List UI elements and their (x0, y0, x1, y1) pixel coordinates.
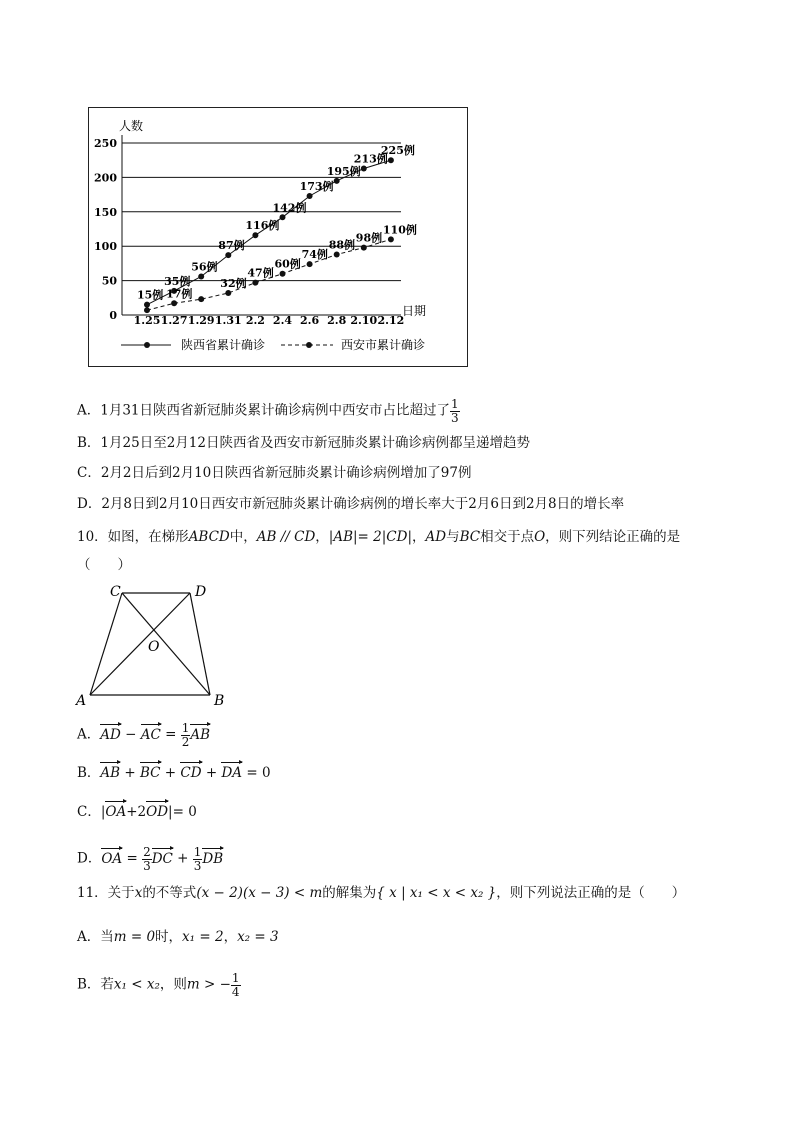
text: B．若 (77, 976, 114, 993)
label-a: A (76, 693, 87, 709)
label-c: C (110, 584, 121, 600)
data-label: 87例 (218, 239, 245, 253)
data-point (144, 302, 150, 308)
q11-stem-b: 的不等式 (142, 885, 197, 901)
op: + (172, 850, 193, 867)
q10-parallel: AB // CD (256, 529, 316, 545)
op: +2 (126, 804, 147, 820)
q10-stem-b: 中， (229, 529, 257, 545)
x-tick-label: 2.4 (272, 314, 293, 327)
q9-option-a-fraction (450, 398, 460, 424)
data-label: 17例 (166, 287, 193, 301)
q10-stem-f: ，则下列结论正确的是 (545, 529, 681, 545)
x-tick-label: 2.12 (377, 314, 405, 327)
data-point (144, 307, 150, 313)
q11-inequality: (x − 2)(x − 3) < m (196, 885, 323, 901)
math: x₁ = 2 (182, 929, 224, 945)
q11-stem (77, 887, 685, 901)
data-label: 142例 (272, 201, 307, 215)
data-point (252, 232, 258, 238)
x-tick-label: 1.31 (214, 314, 242, 327)
x-tick-label: 2.6 (300, 314, 320, 327)
data-point (307, 193, 313, 199)
data-label: 225例 (380, 144, 415, 158)
frac-den: 3 (193, 858, 202, 873)
q11-option-a (77, 931, 279, 945)
data-label: 56例 (191, 260, 218, 274)
q10-bc: BC (459, 529, 481, 545)
x-tick-label: 1.27 (160, 314, 188, 327)
q11-stem-d: ，则下列说法正确的是（ ） (496, 885, 686, 901)
data-label: 195例 (326, 164, 361, 178)
side-db (190, 593, 210, 695)
frac-num: 1 (231, 971, 240, 985)
data-point (198, 296, 204, 302)
data-point (361, 245, 367, 251)
data-label: 116例 (245, 219, 280, 233)
frac-den: 4 (231, 984, 240, 999)
q9-option-a-text: A．1月31日陕西省新冠肺炎累计确诊病例中西安市占比超过了 (77, 402, 451, 419)
q10-stem-a: 10．如图，在梯形 (77, 529, 189, 545)
data-point (171, 300, 177, 306)
q9-option-c: C．2月2日后到2月10日陕西省新冠肺炎累计确诊病例增加了97例 (77, 465, 472, 481)
q11-option-b (77, 972, 241, 998)
q11-solution-set: { x | x₁ < x < x₂ } (376, 885, 497, 901)
x-tick-label: 1.25 (133, 314, 161, 327)
data-label: 15例 (137, 288, 164, 302)
vector-ab: AB (100, 765, 121, 781)
vector-oa: OA (105, 804, 127, 820)
fraction (231, 972, 241, 998)
math: m > − (186, 976, 231, 993)
vector-od: OD (146, 804, 169, 820)
q10-stem (77, 531, 680, 545)
math: x₁ < x₂ (113, 976, 160, 993)
label-o: O (148, 639, 160, 655)
data-point (388, 236, 394, 242)
y-tick-label: 200 (94, 171, 117, 185)
q10-o: O (534, 529, 546, 545)
y-tick-label: 250 (94, 137, 117, 150)
x-axis-label: 日期 (402, 304, 427, 318)
q10-option-a (77, 722, 210, 748)
data-point (334, 178, 340, 184)
q10-stem-e: 相交于点 (480, 529, 535, 545)
data-point (361, 165, 367, 171)
data-label: 47例 (247, 266, 274, 280)
vector-da: DA (221, 765, 243, 781)
q10-option-c (77, 806, 197, 820)
frac-den: 2 (181, 734, 190, 749)
data-label: 32例 (220, 276, 247, 290)
data-point (198, 273, 204, 279)
vector-ac: AC (140, 726, 161, 743)
q9-option-a (77, 398, 460, 424)
label-b: B (214, 693, 225, 709)
vector-ab: AB (190, 726, 211, 743)
q10-option-b (77, 767, 271, 781)
q10-answer-paren: （ ） (77, 557, 131, 573)
q10-stem-c: ， (412, 529, 426, 545)
y-tick-label: 100 (94, 240, 117, 254)
data-point (388, 157, 394, 163)
legend-label: 陕西省累计确诊 (181, 338, 266, 352)
covid-chart-frame (88, 107, 468, 367)
opt-label: C． (77, 804, 101, 820)
frac-den: 3 (143, 858, 151, 873)
legend-label: 西安市累计确诊 (341, 338, 426, 352)
diag-bc (122, 593, 210, 695)
frac-num: 2 (143, 845, 151, 859)
data-label: 110例 (382, 223, 417, 237)
data-point (225, 252, 231, 258)
text: ， (223, 929, 238, 945)
vector-bc: BC (140, 765, 161, 781)
q10-option-d (77, 846, 223, 872)
data-label: 88例 (328, 238, 356, 252)
opt-label: A． (77, 726, 101, 743)
vector-oa: OA (101, 850, 123, 867)
trapezoid-figure (72, 580, 242, 710)
q10-ad: AD (425, 529, 447, 545)
text: 时， (155, 929, 183, 945)
diag-ad (90, 593, 190, 695)
vector-db: DB (202, 850, 224, 867)
vector-ad: AD (100, 726, 121, 743)
op: = 0 (242, 765, 271, 781)
op: |= 0 (168, 804, 197, 820)
frac-den: 3 (451, 410, 459, 425)
opt-label: D． (77, 850, 102, 867)
y-tick-label: 150 (94, 205, 117, 219)
op: + (160, 765, 181, 781)
data-label: 98例 (355, 231, 383, 245)
q10-sep: ， (315, 529, 329, 545)
vector-dc: DC (151, 850, 173, 867)
x-tick-label: 1.29 (187, 314, 215, 327)
op: + (201, 765, 222, 781)
data-point (225, 290, 231, 296)
op: + (120, 765, 140, 781)
label-d: D (195, 584, 207, 600)
y-tick-label: 0 (109, 309, 117, 322)
op: − (120, 726, 141, 743)
data-label: 173例 (299, 179, 334, 193)
data-label: 213例 (353, 152, 388, 166)
covid-line-chart (89, 108, 469, 368)
data-point (334, 251, 340, 257)
data-label: 60例 (274, 257, 301, 271)
legend-marker (144, 342, 150, 348)
q9-option-b: B．1月25日至2月12日陕西省及西安市新冠肺炎累计确诊病例都呈递增趋势 (77, 435, 530, 451)
fraction (193, 846, 203, 872)
q10-abcd: ABCD (188, 529, 230, 545)
y-tick-label: 50 (101, 274, 117, 288)
q9-option-d: D．2月8日到2月10日西安市新冠肺炎累计确诊病例的增长率大于2月6日到2月8日的增长率 (77, 496, 625, 512)
opt-label: B． (77, 765, 101, 781)
frac-num: 1 (451, 397, 459, 411)
op: = (160, 726, 181, 743)
x-tick-label: 2.10 (350, 314, 378, 327)
frac-num: 1 (181, 721, 190, 735)
q11-stem-a: 11．关于 (77, 885, 135, 901)
q11-x: x (134, 885, 143, 901)
q10-abs: |AB|= 2|CD| (328, 529, 412, 545)
text: ，则 (159, 976, 187, 993)
data-point (280, 214, 286, 220)
q10-stem-d: 与 (446, 529, 460, 545)
op: = (122, 850, 143, 867)
data-label: 35例 (164, 274, 191, 288)
x-tick-label: 2.8 (327, 314, 347, 327)
frac-num: 1 (193, 845, 202, 859)
text: A．当 (77, 929, 114, 945)
vector-cd: CD (180, 765, 202, 781)
q11-stem-c: 的解集为 (322, 885, 377, 901)
side-ac (90, 593, 122, 695)
math: m = 0 (113, 929, 156, 945)
math: x₂ = 3 (237, 929, 279, 945)
data-point (280, 271, 286, 277)
data-point (252, 280, 258, 286)
legend-marker (306, 342, 312, 348)
data-point (307, 261, 313, 267)
x-tick-label: 2.2 (245, 314, 265, 327)
data-label: 74例 (301, 248, 328, 262)
y-axis-label: 人数 (119, 119, 144, 133)
op: | (100, 804, 106, 820)
fraction (181, 722, 191, 748)
fraction (142, 846, 152, 872)
